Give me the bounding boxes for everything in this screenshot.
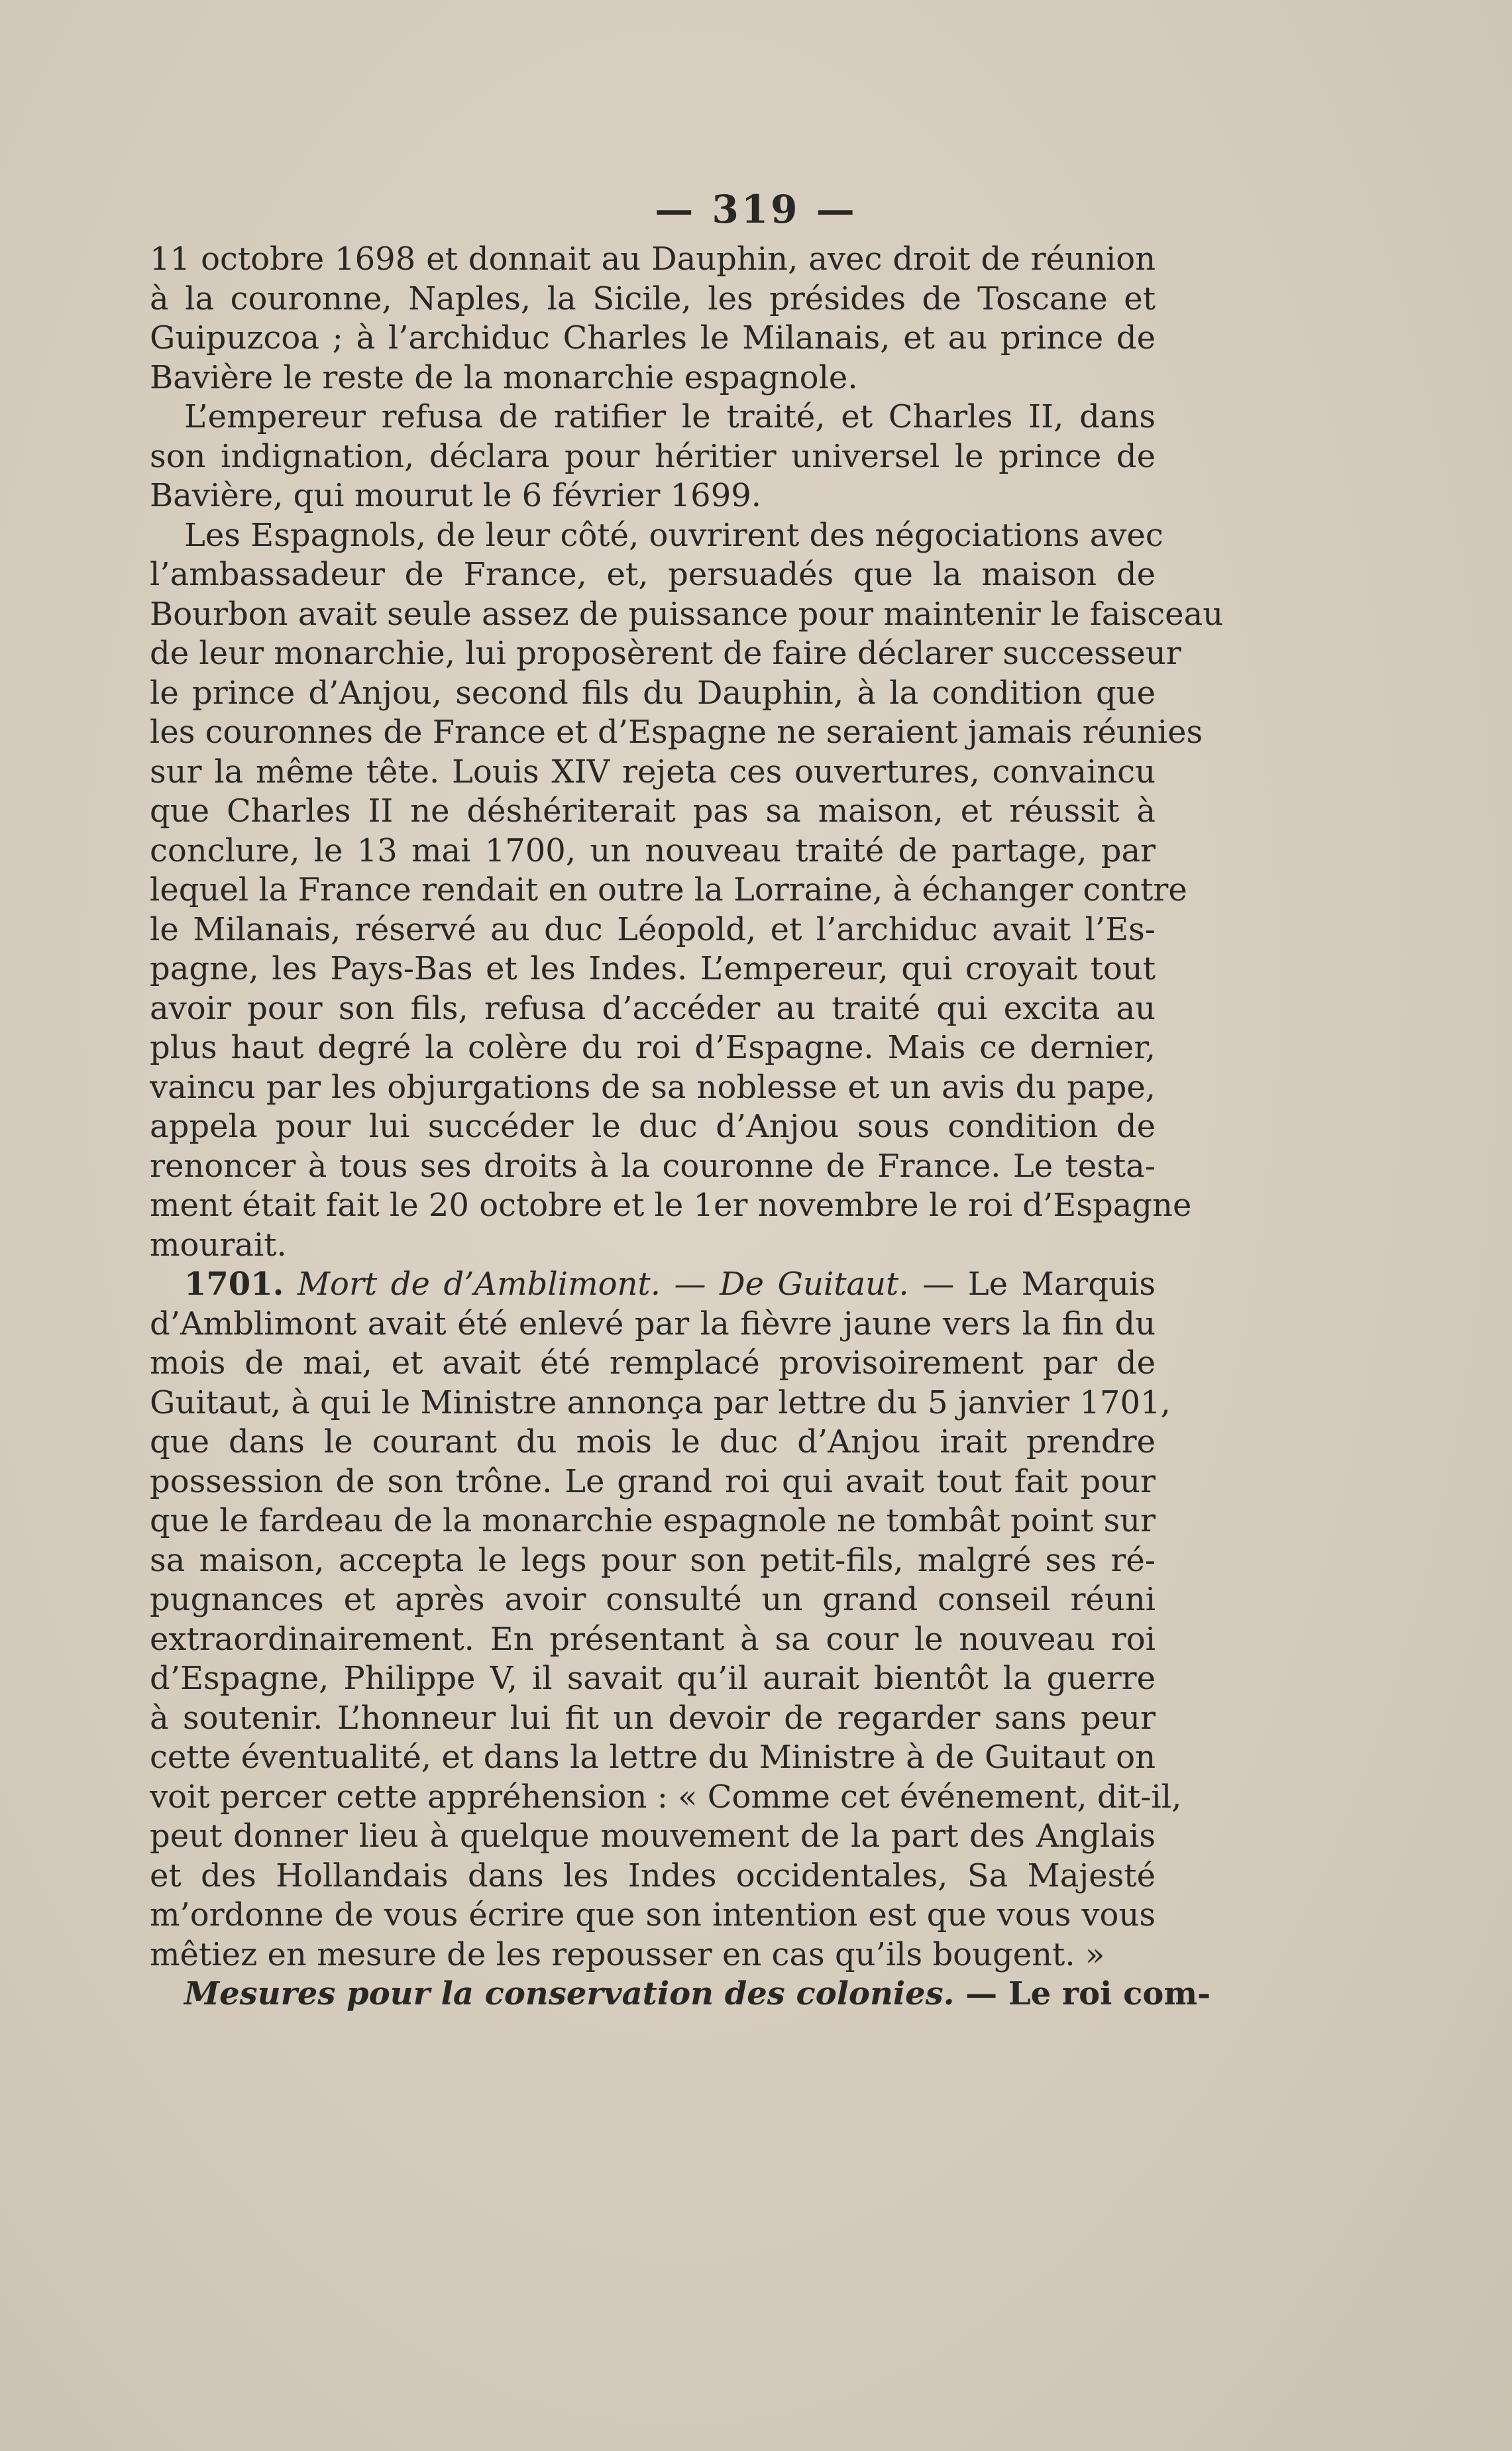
text-line: pugnances et après avoir consulté un grand conseil réuni — [150, 1581, 1156, 1618]
text-line: pagne, les Pays-Bas et les Indes. L’empereur, qui croyait tout — [150, 950, 1156, 987]
section-year: 1701. — [184, 1266, 284, 1303]
text-line: mourait. — [150, 1226, 287, 1264]
text-line: à la couronne, Naples, la Sicile, les présides de Toscane et — [150, 280, 1156, 317]
text-line: mois de mai, et avait été remplacé provisoirement par de — [150, 1344, 1156, 1382]
text-line: appela pour lui succéder le duc d’Anjou sous condition de — [150, 1108, 1156, 1145]
text-line: de leur monarchie, lui proposèrent de faire déclarer successeur — [150, 635, 1181, 672]
text-line: les couronnes de France et d’Espagne ne seraient jamais réunies — [150, 714, 1203, 751]
text-line: Bavière le reste de la monarchie espagnole. — [150, 358, 858, 396]
text-line: m’ordonne de vous écrire que son intention est que vous vous — [150, 1896, 1156, 1934]
text-line: que Charles II ne déshériterait pas sa maison, et réussit à — [150, 792, 1156, 830]
text-line: mêtiez en mesure de les repousser en cas qu’ils bougent. » — [150, 1935, 1105, 1973]
section-first-line-rest: — Le Marquis — [922, 1266, 1156, 1303]
text-line: d’Espagne, Philippe V, il savait qu’il aurait bientôt la guerre — [150, 1660, 1156, 1697]
text-line: lequel la France rendait en outre la Lorraine, à échanger contre — [150, 871, 1187, 908]
text-line: possession de son trône. Le grand roi qui avait tout fait pour — [150, 1462, 1156, 1500]
text-line: Bavière, qui mourut le 6 février 1699. — [150, 477, 762, 514]
text-line: le Milanais, réservé au duc Léopold, et l’archiduc avait l’Es- — [150, 910, 1156, 948]
text-line: sa maison, accepta le legs pour son petit-fils, malgré ses ré- — [150, 1541, 1156, 1579]
text-line: cette éventualité, et dans la lettre du Ministre à de Guitaut on — [150, 1739, 1156, 1776]
text-line: le prince d’Anjou, second fils du Dauphin, à la condition que — [150, 674, 1156, 712]
text-line: Les Espagnols, de leur côté, ouvrirent des négociations avec — [184, 516, 1163, 554]
section-heading-1701 — [150, 1265, 1156, 1305]
text-line: avoir pour son fils, refusa d’accéder au traité qui excita au — [150, 989, 1156, 1027]
text-line: L’empereur refusa de ratifier le traité, et Charles II, dans — [184, 398, 1156, 435]
section-title: Mort de d’Amblimont. — De Guitaut. — [284, 1266, 923, 1303]
text-line: 11 octobre 1698 et donnait au Dauphin, avec droit de réunion — [150, 241, 1156, 278]
text-line: sur la même tête. Louis XIV rejeta ces ouvertures, convaincu — [150, 753, 1156, 790]
text-line: d’Amblimont avait été enlevé par la fièvre jaune vers la fin du — [150, 1305, 1156, 1342]
text-line: que le fardeau de la monarchie espagnole ne tombât point sur — [150, 1502, 1156, 1539]
text-line: vaincu par les objurgations de sa noblesse et un avis du pape, — [150, 1068, 1156, 1106]
text-line: extraordinairement. En présentant à sa cour le nouveau roi — [150, 1620, 1156, 1658]
body-text — [150, 240, 1224, 2014]
text-line: ment était fait le 20 octobre et le 1er novembre le roi d’Espagne — [150, 1187, 1192, 1224]
text-line: Guitaut, à qui le Ministre annonça par lettre du 5 janvier 1701, — [150, 1384, 1171, 1421]
section-rest: — Le roi com- — [965, 1975, 1211, 2012]
section-title: Mesures pour la conservation des colonies. — [184, 1975, 966, 2012]
text-line: à soutenir. L’honneur lui fit un devoir de regarder sans peur — [150, 1699, 1156, 1737]
text-line: que dans le courant du mois le duc d’Anjou irait prendre — [150, 1423, 1156, 1460]
text-line: voit percer cette appréhension : « Comme cet événement, dit-il, — [150, 1778, 1182, 1816]
text-line: renoncer à tous ses droits à la couronne de France. Le testa- — [150, 1147, 1156, 1185]
text-line: et des Hollandais dans les Indes occidentales, Sa Majesté — [150, 1857, 1156, 1894]
text-line: son indignation, déclara pour héritier universel le prince de — [150, 437, 1156, 475]
text-line: plus haut degré la colère du roi d’Espagne. Mais ce dernier, — [150, 1029, 1156, 1066]
text-line: conclure, le 13 mai 1700, un nouveau traité de partage, par — [150, 832, 1156, 869]
page-number: — 319 — — [655, 187, 857, 232]
text-line: l’ambassadeur de France, et, persuadés que la maison de — [150, 556, 1156, 593]
text-line: Guipuzcoa ; à l’archiduc Charles le Milanais, et au prince de — [150, 319, 1156, 356]
section-heading-mesures — [150, 1975, 1211, 2014]
text-line: Bourbon avait seule assez de puissance pour maintenir le faisceau — [150, 595, 1224, 633]
text-line: peut donner lieu à quelque mouvement de la part des Anglais — [150, 1818, 1156, 1855]
